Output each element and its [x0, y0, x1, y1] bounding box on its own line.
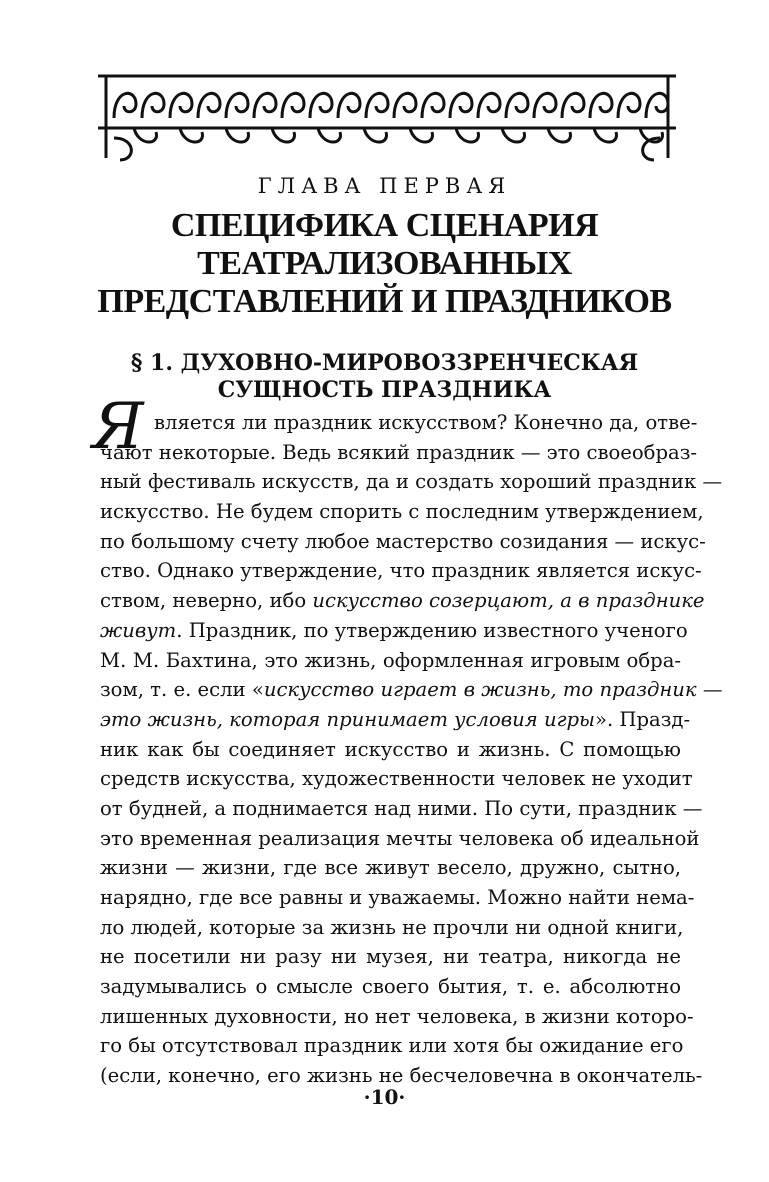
text-run: задумывались о смысле своего бытия, т. е. абсолютно — [100, 975, 681, 999]
text-line — [100, 586, 705, 616]
scroll-motif — [272, 128, 294, 142]
scroll-motif — [318, 128, 340, 142]
text-run: М. М. Бахтина, это жизнь, оформленная игровым обра- — [100, 648, 681, 672]
text-run: (если, конечно, его жизнь не бесчеловечна в окончатель- — [100, 1064, 703, 1088]
scroll-motif — [502, 128, 524, 142]
text-line — [100, 942, 681, 972]
italic-run: искусство созерцают, а в празднике — [312, 589, 705, 613]
text-line — [100, 705, 691, 735]
text-run: нарядно, где все равны и уважаемы. Можно найти нема- — [100, 886, 695, 909]
scroll-motif — [506, 93, 528, 118]
italic-run: живут — [100, 618, 177, 642]
scroll-motif — [170, 93, 192, 118]
text-line — [100, 675, 723, 705]
scroll-motif — [534, 93, 556, 118]
chapter-title — [0, 207, 769, 321]
text-run: зом, т. е. если « — [100, 678, 264, 702]
scroll-motif — [422, 93, 444, 118]
text-line — [100, 438, 698, 468]
text-line — [100, 883, 695, 913]
italic-run: искусство играет в жизнь, то праздник — — [263, 678, 723, 702]
text-line — [100, 824, 700, 854]
decorative-ornament-header — [92, 68, 682, 164]
text-run: ный фестиваль искусств, да и создать хороший праздник — — [100, 470, 723, 494]
text-run: ». Празд- — [594, 707, 691, 731]
scroll-motif — [226, 128, 248, 142]
scroll-motif — [410, 128, 432, 142]
scroll-motif — [226, 93, 248, 118]
text-line — [100, 467, 723, 497]
text-run: чают некоторые. Ведь всякий праздник — это своеобраз- — [100, 440, 698, 464]
scroll-motif — [594, 128, 616, 142]
scroll-motif — [640, 128, 662, 142]
text-run: ло людей, которые за жизнь не прочли ни одной книги, — [100, 915, 684, 939]
chapter-title-line: ТЕАТРАЛИЗОВАННЫХ — [197, 245, 572, 282]
scroll-motif — [364, 128, 386, 142]
scroll-motif — [114, 93, 136, 118]
text-line — [100, 794, 703, 824]
text-line — [100, 616, 688, 646]
text-run: искусство. Не будем спорить с последним утверждением, — [100, 500, 704, 524]
text-run: ством, неверно, ибо — [100, 589, 313, 613]
text-line — [100, 556, 702, 586]
text-line — [100, 646, 681, 676]
text-line — [100, 972, 681, 1002]
text-line — [100, 913, 684, 943]
scroll-motif — [198, 93, 220, 118]
text-line — [100, 527, 706, 557]
text-run: это временная реализация мечты человека об идеальной — [100, 826, 700, 850]
scroll-motif — [366, 93, 388, 118]
text-run: го бы отсутствовал праздник или хотя бы ожидание его — [100, 1034, 684, 1058]
text-run: вляется ли праздник искусством? Конечно да, отве- — [154, 411, 698, 434]
page-number: ·10· — [363, 1085, 406, 1109]
chapter-label: ГЛАВА ПЕРВАЯ — [257, 174, 512, 198]
text-run: от будней, а поднимается над ними. По сути, праздник — — [100, 796, 703, 820]
scroll-motif — [646, 93, 668, 118]
text-run: жизни — жизни, где все живут весело, дружно, сытно, — [100, 856, 681, 880]
text-run: лишенных духовности, но нет человека, в жизни которо- — [100, 1004, 694, 1028]
text-line — [100, 1031, 684, 1061]
scroll-motif — [180, 128, 202, 142]
scroll-motif — [618, 93, 640, 118]
scroll-motif — [450, 93, 472, 118]
text-run: ник как бы соединяет искусство и жизнь. С помощью — [100, 737, 681, 761]
text-run: средств искусства, художественности человек не уходит — [100, 767, 693, 791]
text-line — [100, 853, 681, 883]
text-run: не посетили ни разу ни музея, ни театра, никогда не — [100, 945, 681, 969]
scroll-motif — [254, 93, 276, 118]
drop-cap: Я — [92, 390, 144, 464]
scroll-motif — [282, 93, 304, 118]
chapter-title-line: ПРЕДСТАВЛЕНИЙ И ПРАЗДНИКОВ — [97, 283, 672, 320]
scroll-motif — [142, 93, 164, 118]
text-run: . Праздник, по утверждению известного ученого — [176, 618, 688, 642]
section-title-line: СУЩНОСТЬ ПРАЗДНИКА — [217, 377, 552, 403]
text-line — [100, 735, 681, 765]
scroll-motif — [590, 93, 612, 118]
italic-run: это жизнь, которая принимает условия игры — [100, 707, 595, 731]
scroll-motif — [562, 93, 584, 118]
text-line — [100, 764, 693, 794]
text-line — [100, 408, 698, 438]
scroll-motif — [456, 128, 478, 142]
scroll-motif — [478, 93, 500, 118]
scroll-motif — [134, 128, 156, 142]
scroll-motif — [548, 128, 570, 142]
scroll-motif — [338, 93, 360, 118]
text-line — [100, 1002, 694, 1032]
section-title-line: § 1. ДУХОВНО-МИРОВОЗЗРЕНЧЕСКАЯ — [130, 350, 639, 376]
text-run: по большому счету любое мастерство созидания — искус- — [100, 529, 706, 553]
text-line — [100, 497, 704, 527]
scroll-motif — [394, 93, 416, 118]
scroll-motif — [310, 93, 332, 118]
side-ornament — [106, 76, 131, 160]
text-run: ство. Однако утверждение, что праздник является искус- — [100, 559, 702, 583]
body-text — [100, 408, 723, 1091]
chapter-title-line: СПЕЦИФИКА СЦЕНАРИЯ — [170, 207, 599, 244]
